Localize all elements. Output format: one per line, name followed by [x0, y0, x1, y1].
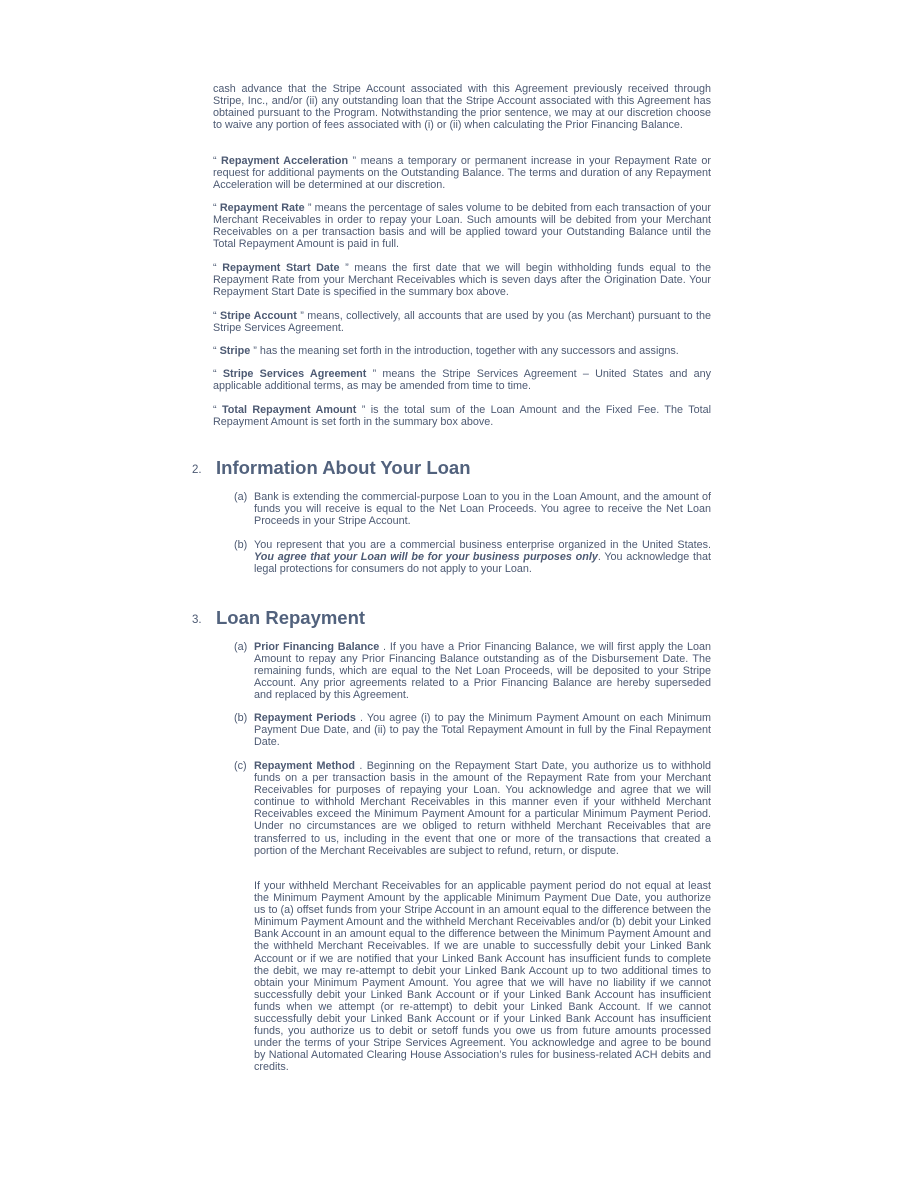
quote-close: ” [361, 404, 366, 416]
section3-item-b [254, 712, 711, 748]
item-text: . You agree (i) to pay the Minimum Payment Amount on each Minimum Payment Due Date, and (ii) to pay the Total Repayment Amount in full by the Final Repayment Date. [254, 712, 711, 749]
definition-stripe-account [213, 310, 711, 334]
item-term: Repayment Method [254, 760, 355, 772]
section3-continuation: If your withheld Merchant Receivables for an applicable payment period do not equal at least the Minimum Payment Amount by the applicable Minimum Payment Due Date, you authorize us to (a) offset funds from your Stripe Account in an amount equal to the difference between the Minimum Payment Amount and the withheld Merchant Receivables and/or (b) debit your Linked Bank Account in an amount equal to the difference between the Minimum Payment Amount and the withheld Merchant Receivables. If we are unable to successfully debit your Linked Bank Account or if we are notified that your Linked Bank Account has insufficient funds to complete the debit, we may re-attempt to debit your Linked Bank Account up to two additional times to obtain your Minimum Payment Amount. You agree that we will have no liability if we cannot successfully debit your Linked Bank Account or if your Linked Bank Account has insufficient funds when we attempt (or re-attempt) to debit your Linked Bank Account. If we cannot successfully debit your Linked Bank Account or if your Linked Bank Account has insufficient funds, you authorize us to debit or setoff funds you owe us from future amounts processed under the terms of your Stripe Services Agreement. You acknowledge and agree to be bound by National Automated Clearing House Association’s rules for business-related ACH debits and credits. [254, 880, 711, 1074]
quote-close: ” [372, 368, 377, 380]
definition-repayment-acceleration [213, 155, 711, 191]
section2-item-b [254, 539, 711, 575]
definition-text: means the first date that we will begin withholding funds equal to the Repayment Rate from your Merchant Receivables which is seven days after the Origination Date. Your Repayment Start Date is specified in the summary box above. [213, 262, 712, 299]
definition-text: is the total sum of the Loan Amount and the Fixed Fee. The Total Repayment Amount is set forth in the summary box above. [213, 404, 712, 429]
item-term: Prior Financing Balance [254, 641, 380, 653]
definition-text: means the Stripe Services Agreement – United States and any applicable additional terms, as may be amended from time to time. [213, 368, 712, 393]
defined-term: Repayment Start Date [222, 262, 340, 274]
section3-item-a [254, 641, 711, 701]
quote-close: ” [345, 262, 349, 274]
intro-paragraph: cash advance that the Stripe Account associated with this Agreement previously received through Stripe, Inc., and/or (ii) any outstanding loan that the Stripe Account associated with this Agreement has obtained pursuant to the Program. Notwithstanding the prior sentence, we may at our discretion choose to waive any portion of fees associated with (i) or (ii) when calculating the Prior Financing Balance. [213, 83, 711, 132]
quote-open: “ [213, 155, 217, 167]
quote-open: “ [213, 310, 217, 322]
quote-open: “ [213, 345, 217, 357]
defined-term: Repayment Rate [219, 202, 305, 214]
section-number: 2. [192, 464, 202, 476]
defined-term: Stripe Account [220, 310, 297, 322]
quote-close: ” [307, 202, 312, 214]
section-number: 3. [192, 614, 202, 626]
definition-text: means, collectively, all accounts that are used by you (as Merchant) pursuant to the Stripe Services Agreement. [213, 310, 712, 335]
quote-open: “ [213, 262, 217, 274]
section-heading: Loan Repayment [216, 607, 366, 628]
definition-text: means a temporary or permanent increase in your Repayment Rate or request for additional payments on the Outstanding Balance. The terms and duration of any Repayment Acceleration will be determined at our discretion. [213, 155, 711, 192]
item-term: Repayment Periods [254, 712, 356, 724]
defined-term: Stripe Services Agreement [222, 368, 367, 380]
definition-stripe [213, 345, 711, 357]
item-text: . You acknowledge that legal protections for consumers do not apply to your Loan. [254, 551, 711, 576]
item-marker: (b) [234, 539, 248, 551]
item-marker: (a) [234, 641, 248, 653]
quote-close: ” [253, 345, 257, 357]
definition-text: means the percentage of sales volume to be debited from each transaction of your Merchant Receivables in order to repay your Loan. Such amounts will be debited from your Merchant Receivables on a per transaction basis and will be applied toward your Outstanding Balance until the Total Repayment Amount is paid in full. [213, 202, 711, 251]
section3-item-c [254, 760, 711, 857]
quote-close: ” [300, 310, 304, 322]
section2-item-a: Bank is extending the commercial-purpose Loan to you in the Loan Amount, and the amount of funds you will receive is equal to the Net Loan Proceeds. You agree to receive the Net Loan Proceeds in your Stripe Account. [254, 491, 711, 528]
item-text: You represent that you are a commercial business enterprise organized in the United States. [254, 539, 711, 551]
quote-open: “ [213, 404, 217, 416]
defined-term: Repayment Acceleration [221, 155, 349, 167]
quote-open: “ [213, 202, 217, 214]
defined-term: Stripe [219, 345, 251, 357]
quote-close: ” [352, 155, 357, 167]
emphasized-text: You agree that your Loan will be for your business purposes only [254, 551, 598, 564]
item-text: . If you have a Prior Financing Balance, we will first apply the Loan Amount to repay any Prior Financing Balance outstanding as of the Disbursement Date. The remaining funds, which are equal to the Net Loan Proceeds, will be deposited to your Stripe Account. Any prior agreements related to a Prior Financing Balance are hereby superseded and replaced by this Agreement. [254, 641, 711, 702]
defined-term: Total Repayment Amount [222, 404, 357, 416]
definition-text: has the meaning set forth in the introduction, together with any successors and assigns. [259, 345, 679, 357]
item-text: . Beginning on the Repayment Start Date, you authorize us to withhold funds on a per transaction basis in the amount of the Repayment Rate from your Merchant Receivables for purposes of repaying your Loan. You acknowledge and agree that we will continue to withhold Merchant Receivables in this manner even if your withheld Merchant Receivables exceed the Minimum Payment Amount for a particular Minimum Payment Period. Under no circumstances are we obliged to return withheld Merchant Receivables that are transferred to us, including in the event that one or more of the transactions that created a portion of the Merchant Receivables are subject to refund, return, or dispute. [254, 760, 712, 857]
definition-repayment-start-date [213, 262, 711, 298]
definition-total-repayment-amount [213, 404, 711, 428]
item-marker: (c) [234, 760, 247, 772]
section-heading: Information About Your Loan [216, 457, 471, 478]
item-marker: (b) [234, 712, 248, 724]
item-marker: (a) [234, 491, 248, 503]
quote-open: “ [213, 368, 217, 380]
definition-stripe-services-agreement [213, 368, 711, 392]
definition-repayment-rate [213, 202, 711, 250]
